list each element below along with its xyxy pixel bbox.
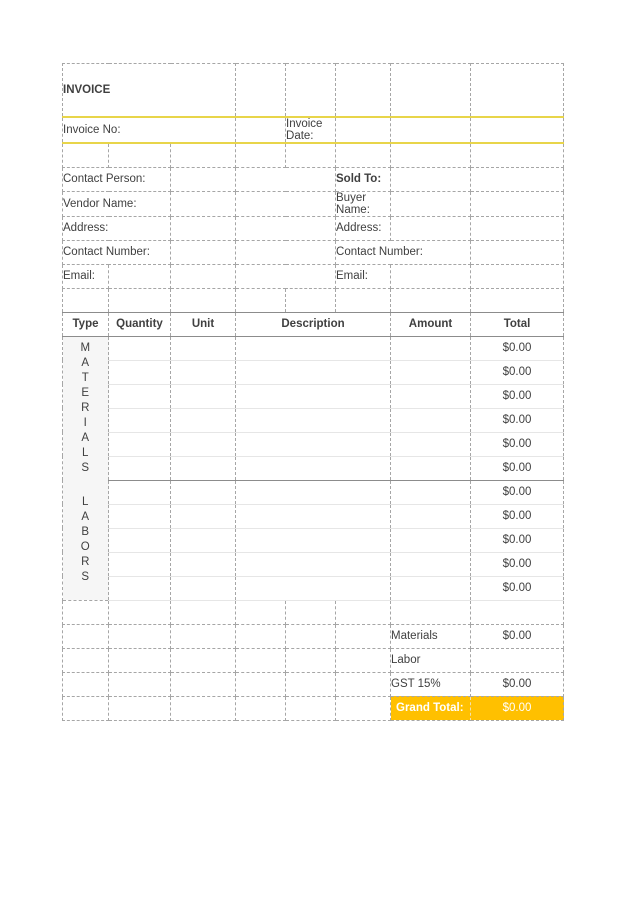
spacer-cell-3: [171, 143, 236, 167]
spacer-row-top: [63, 143, 564, 167]
buyer-address-field-b[interactable]: [471, 216, 564, 240]
invoice-no-label: Invoice No:: [63, 117, 236, 143]
gap-cell-6: [336, 600, 391, 624]
totals-blank-12: [336, 648, 391, 672]
totals-blank-3: [171, 624, 236, 648]
column-header-quantity: Quantity: [109, 312, 171, 336]
totals-blank-2: [109, 624, 171, 648]
cell-quantity[interactable]: [109, 360, 171, 384]
materials-letter: A: [81, 356, 90, 369]
cell-amount[interactable]: [391, 528, 471, 552]
spacer-cell-6: [336, 143, 391, 167]
gap-cell-8: [471, 600, 564, 624]
invoice-meta-row: [63, 117, 564, 143]
cell-unit[interactable]: [171, 504, 236, 528]
gap-cell-3: [171, 600, 236, 624]
vendor-email-label: Email:: [63, 264, 109, 288]
cell-amount[interactable]: [391, 456, 471, 480]
buyer-contact-number-field[interactable]: [471, 240, 564, 264]
cell-unit[interactable]: [171, 576, 236, 600]
column-header-type: Type: [63, 312, 109, 336]
cell-quantity[interactable]: [109, 576, 171, 600]
cell-amount[interactable]: [391, 408, 471, 432]
type-label-labors: [63, 480, 109, 600]
cell-amount[interactable]: [391, 360, 471, 384]
cell-quantity[interactable]: [109, 504, 171, 528]
materials-letter: S: [81, 461, 90, 474]
column-header-unit: Unit: [171, 312, 236, 336]
grand-total-value: $0.00: [471, 696, 564, 720]
materials-letter: R: [81, 401, 90, 414]
totals-materials-label: Materials: [391, 624, 471, 648]
totals-blank-4: [236, 624, 286, 648]
title-spacer-cell-1: [236, 64, 286, 118]
totals-materials-value: $0.00: [471, 624, 564, 648]
cell-total: $0.00: [471, 552, 564, 576]
cell-description[interactable]: [236, 528, 391, 552]
totals-gap-row: [63, 600, 564, 624]
buyer-address-label: Address:: [336, 216, 391, 240]
totals-blank-6: [336, 624, 391, 648]
buyer-name-field-a[interactable]: [391, 191, 471, 216]
cell-total: $0.00: [471, 504, 564, 528]
cell-description[interactable]: [236, 408, 391, 432]
cell-unit[interactable]: [171, 528, 236, 552]
cell-total: $0.00: [471, 576, 564, 600]
spacer2-cell-6: [336, 288, 391, 312]
cell-description[interactable]: [236, 336, 391, 360]
totals-blank-23: [286, 696, 336, 720]
buyer-email-field-b[interactable]: [471, 264, 564, 288]
cell-amount[interactable]: [391, 576, 471, 600]
contact-person-field-b[interactable]: [236, 167, 336, 191]
page-title: INVOICE: [63, 64, 236, 118]
totals-blank-17: [286, 672, 336, 696]
contact-person-row: [63, 167, 564, 191]
gap-cell-5: [286, 600, 336, 624]
vendor-name-row: [63, 191, 564, 216]
cell-total: $0.00: [471, 456, 564, 480]
cell-unit[interactable]: [171, 408, 236, 432]
spacer-cell-5: [286, 143, 336, 167]
table-row: [63, 456, 564, 480]
cell-unit[interactable]: [171, 360, 236, 384]
labors-letter: O: [80, 540, 91, 553]
table-row: [63, 576, 564, 600]
buyer-email-label: Email:: [336, 264, 391, 288]
vendor-contact-number-row: [63, 240, 564, 264]
cell-quantity[interactable]: [109, 528, 171, 552]
vendor-contact-number-field-a[interactable]: [171, 240, 236, 264]
cell-description[interactable]: [236, 552, 391, 576]
table-row: [63, 384, 564, 408]
cell-amount[interactable]: [391, 504, 471, 528]
cell-quantity[interactable]: [109, 552, 171, 576]
cell-amount[interactable]: [391, 384, 471, 408]
cell-description[interactable]: [236, 480, 391, 504]
cell-description[interactable]: [236, 456, 391, 480]
spacer-cell-8: [471, 143, 564, 167]
table-row: [63, 432, 564, 456]
column-header-amount: Amount: [391, 312, 471, 336]
spacer-cell-4: [236, 143, 286, 167]
vendor-email-field-b[interactable]: [171, 264, 236, 288]
spacer-row-items: [63, 288, 564, 312]
spacer2-cell-5: [286, 288, 336, 312]
sold-to-label: Sold To:: [336, 167, 391, 191]
materials-letter: L: [82, 446, 89, 459]
invoice-date-field-b[interactable]: [391, 117, 471, 143]
invoice-grid: [62, 63, 564, 721]
cell-total: $0.00: [471, 432, 564, 456]
cell-unit[interactable]: [171, 456, 236, 480]
invoice-date-label: Invoice Date:: [286, 117, 336, 143]
materials-letter: E: [81, 386, 90, 399]
totals-blank-18: [336, 672, 391, 696]
cell-total: $0.00: [471, 408, 564, 432]
contact-person-field-a[interactable]: [171, 167, 236, 191]
cell-unit[interactable]: [171, 552, 236, 576]
vendor-address-field-b[interactable]: [236, 216, 336, 240]
buyer-address-field-a[interactable]: [391, 216, 471, 240]
spacer-cell-7: [391, 143, 471, 167]
totals-labor-row: [63, 648, 564, 672]
cell-description[interactable]: [236, 504, 391, 528]
cell-quantity[interactable]: [109, 408, 171, 432]
table-row: [63, 504, 564, 528]
table-row: [63, 480, 564, 504]
totals-blank-21: [171, 696, 236, 720]
cell-amount[interactable]: [391, 480, 471, 504]
spacer2-cell-2: [109, 288, 171, 312]
column-header-description: Description: [236, 312, 391, 336]
cell-total: $0.00: [471, 360, 564, 384]
vendor-address-row: [63, 216, 564, 240]
grand-total-label: Grand Total:: [391, 696, 471, 720]
title-spacer-cell-5: [471, 64, 564, 118]
title-row: [63, 64, 564, 118]
cell-quantity[interactable]: [109, 480, 171, 504]
sold-to-field-a[interactable]: [391, 167, 471, 191]
spacer2-cell-3: [171, 288, 236, 312]
labors-letter-stack: [63, 495, 108, 585]
cell-total: $0.00: [471, 528, 564, 552]
materials-letter-stack: [63, 341, 108, 476]
totals-gst-row: [63, 672, 564, 696]
vendor-email-field-c[interactable]: [236, 264, 336, 288]
totals-materials-row: [63, 624, 564, 648]
table-row: [63, 552, 564, 576]
labors-letter: S: [81, 570, 90, 583]
cell-unit[interactable]: [171, 384, 236, 408]
vendor-email-row: [63, 264, 564, 288]
totals-blank-5: [286, 624, 336, 648]
gap-cell-1: [63, 600, 109, 624]
buyer-name-label: Buyer Name:: [336, 191, 391, 216]
vendor-address-field-a[interactable]: [171, 216, 236, 240]
table-row: [63, 360, 564, 384]
vendor-name-label: Vendor Name:: [63, 191, 171, 216]
totals-labor-label: Labor: [391, 648, 471, 672]
grand-total-row: [63, 696, 564, 720]
table-row: [63, 336, 564, 360]
totals-labor-value: [471, 648, 564, 672]
title-spacer-cell-2: [286, 64, 336, 118]
cell-amount[interactable]: [391, 336, 471, 360]
items-header-row: [63, 312, 564, 336]
labors-letter: R: [81, 555, 90, 568]
totals-blank-14: [109, 672, 171, 696]
vendor-contact-number-label: Contact Number:: [63, 240, 171, 264]
spacer2-cell-8: [471, 288, 564, 312]
totals-blank-24: [336, 696, 391, 720]
buyer-email-field-a[interactable]: [391, 264, 471, 288]
totals-gst-label: GST 15%: [391, 672, 471, 696]
cell-description[interactable]: [236, 360, 391, 384]
totals-blank-8: [109, 648, 171, 672]
spacer-cell-1: [63, 143, 109, 167]
totals-blank-19: [63, 696, 109, 720]
materials-letter: T: [81, 371, 90, 384]
contact-person-label: Contact Person:: [63, 167, 171, 191]
totals-blank-22: [236, 696, 286, 720]
cell-description[interactable]: [236, 432, 391, 456]
invoice-no-field[interactable]: [236, 117, 286, 143]
cell-description[interactable]: [236, 384, 391, 408]
table-row: [63, 408, 564, 432]
totals-blank-13: [63, 672, 109, 696]
totals-blank-9: [171, 648, 236, 672]
materials-letter: I: [83, 416, 88, 429]
totals-blank-7: [63, 648, 109, 672]
totals-blank-11: [286, 648, 336, 672]
buyer-name-field-b[interactable]: [471, 191, 564, 216]
materials-letter: A: [81, 431, 90, 444]
vendor-name-field-a[interactable]: [171, 191, 236, 216]
labors-letter: L: [82, 495, 89, 508]
cell-quantity[interactable]: [109, 336, 171, 360]
totals-gst-value: $0.00: [471, 672, 564, 696]
invoice-date-field-c[interactable]: [471, 117, 564, 143]
cell-amount[interactable]: [391, 552, 471, 576]
cell-quantity[interactable]: [109, 432, 171, 456]
labors-letter: B: [81, 525, 90, 538]
spacer-cell-2: [109, 143, 171, 167]
vendor-name-field-b[interactable]: [236, 191, 336, 216]
column-header-total: Total: [471, 312, 564, 336]
invoice-sheet: [62, 63, 563, 721]
cell-quantity[interactable]: [109, 384, 171, 408]
totals-blank-20: [109, 696, 171, 720]
cell-unit[interactable]: [171, 432, 236, 456]
cell-total: $0.00: [471, 384, 564, 408]
cell-description[interactable]: [236, 576, 391, 600]
materials-letter: M: [80, 341, 91, 354]
totals-blank-1: [63, 624, 109, 648]
vendor-address-label: Address:: [63, 216, 171, 240]
totals-blank-15: [171, 672, 236, 696]
title-spacer-cell-4: [391, 64, 471, 118]
vendor-email-field-a[interactable]: [109, 264, 171, 288]
spacer2-cell-4: [236, 288, 286, 312]
gap-cell-4: [236, 600, 286, 624]
sold-to-field-b[interactable]: [471, 167, 564, 191]
cell-total: $0.00: [471, 480, 564, 504]
cell-unit[interactable]: [171, 336, 236, 360]
cell-total: $0.00: [471, 336, 564, 360]
cell-amount[interactable]: [391, 432, 471, 456]
invoice-date-field-a[interactable]: [336, 117, 391, 143]
totals-blank-10: [236, 648, 286, 672]
spacer2-cell-1: [63, 288, 109, 312]
cell-unit[interactable]: [171, 480, 236, 504]
cell-quantity[interactable]: [109, 456, 171, 480]
vendor-contact-number-field-b[interactable]: [236, 240, 336, 264]
title-spacer-cell-3: [336, 64, 391, 118]
labors-letter: A: [81, 510, 90, 523]
table-row: [63, 528, 564, 552]
buyer-contact-number-label: Contact Number:: [336, 240, 471, 264]
gap-cell-7: [391, 600, 471, 624]
type-label-materials: [63, 336, 109, 480]
spacer2-cell-7: [391, 288, 471, 312]
totals-blank-16: [236, 672, 286, 696]
gap-cell-2: [109, 600, 171, 624]
